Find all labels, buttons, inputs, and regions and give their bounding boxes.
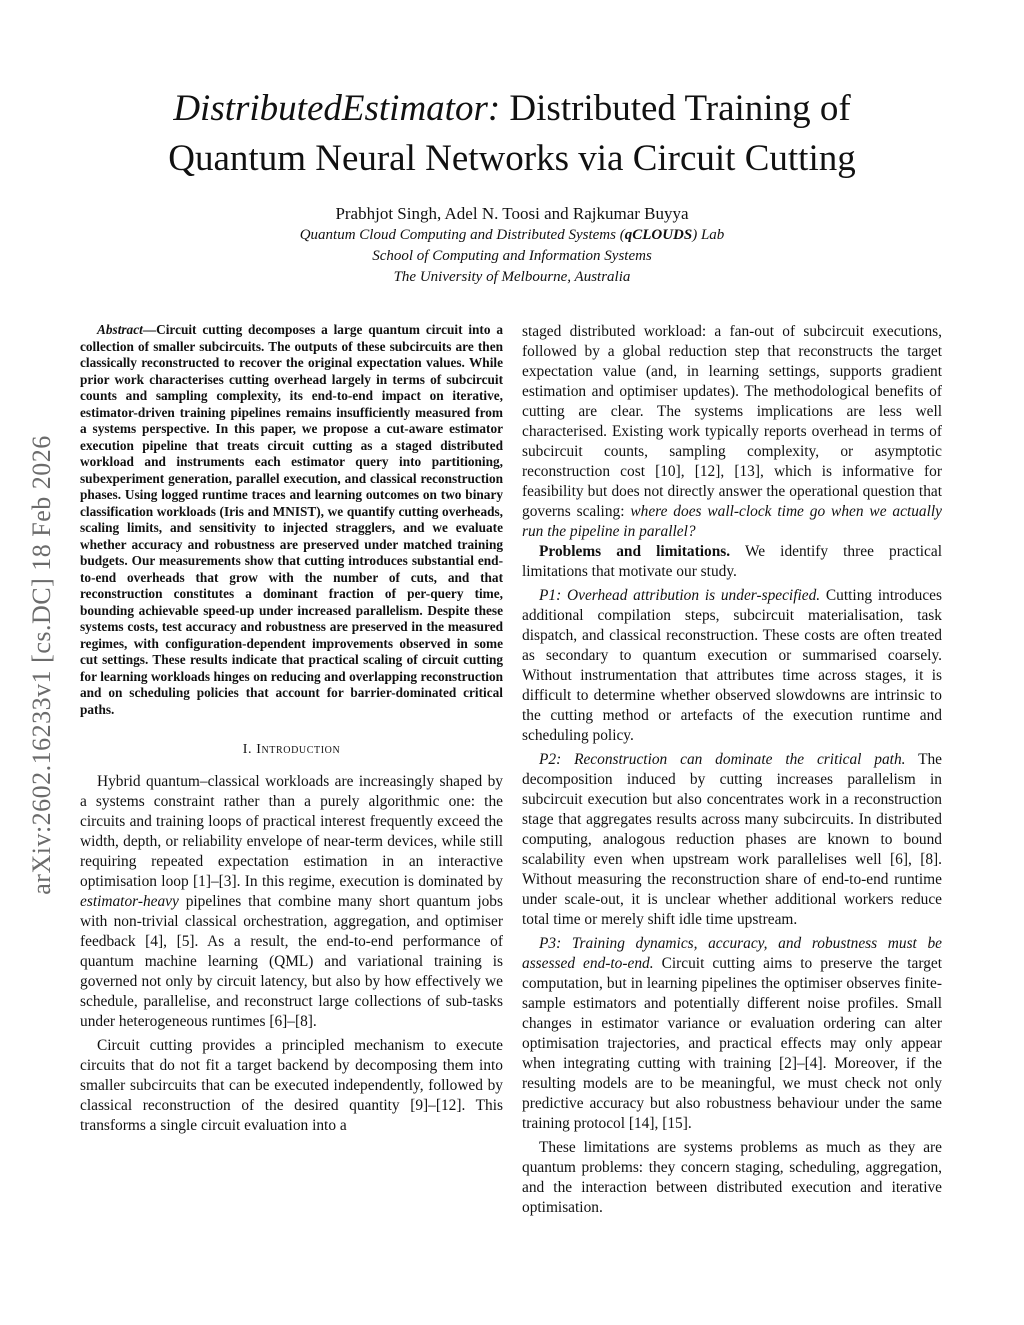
section-heading-introduction xyxy=(80,740,503,760)
problems-text: We identify three practical limitations that motivate our study. xyxy=(522,543,942,580)
intro-p1-a: Hybrid quantum–classical workloads are increasingly shaped by a systems constraint rather than a purely algorithmic one: the circuits and training loops of practical interest frequently exceed the width, depth, or reliability envelope of near-term devices, while still requiring repeated expectation estimation in an interactive optimisation loop [1]–[3]. In this regime, execution is dominated by xyxy=(80,773,503,890)
p3-label: P3: Training dynamics, accuracy, and robustness must be assessed end-to-end. xyxy=(522,935,942,972)
affiliation-lab-acronym: qCLOUDS xyxy=(624,227,693,243)
section-title: Introduction xyxy=(256,742,341,757)
title-line2: Quantum Neural Networks via Circuit Cutting xyxy=(168,138,856,179)
p1-text: Cutting introduces additional compilation steps, subcircuit materialisation, task dispatch, and classical reconstruction. These costs are often treated as secondary to quantum execution or summarised coarsely. Without instrumentation that attributes time across stages, it is difficult to determine whether observed slowdowns are intrinsic to the cutting method or artefacts of the execution runtime and scheduling policy. xyxy=(522,587,942,744)
intro-paragraph-2-continued xyxy=(522,322,942,542)
p1-label: P1: Overhead attribution is under-specified. xyxy=(539,587,821,604)
affiliation-university: The University of Melbourne, Australia xyxy=(393,269,631,285)
intro-p1-italic: estimator-heavy xyxy=(80,893,179,910)
p2-label: P2: Reconstruction can dominate the critical path. xyxy=(539,751,906,768)
right-p1-italic: where does wall-clock time go when we actually run the pipeline in parallel? xyxy=(522,503,942,540)
arxiv-identifier[interactable]: arXiv:2602.16233v1 [cs.DC] 18 Feb 2026 xyxy=(27,435,56,895)
limitations-summary-paragraph: These limitations are systems problems as much as they are quantum problems: they concern staging, scheduling, aggregation, and the interaction between distributed execution and iterative optimisation. xyxy=(522,1139,942,1216)
section-numeral: I. xyxy=(242,742,253,757)
problems-paragraph xyxy=(522,542,942,582)
title-line1-rest: Distributed Training of xyxy=(500,88,851,129)
abstract xyxy=(80,322,503,718)
p3-paragraph xyxy=(522,934,942,1134)
abstract-dash: — xyxy=(142,322,157,337)
affiliation-school: School of Computing and Information Systems xyxy=(372,248,652,264)
p3-text: Circuit cutting aims to preserve the target computation, but in learning pipelines the optimiser observes finite-sample estimators and potentially different noise profiles. Small changes in estimator variance or evaluation ordering can alter optimisation trajectories, and practical effects may only appear when integrating cutting with training [2]–[4]. Moreover, if the resulting models are to be meaningful, we must check not only predictive accuracy but also robustness behaviour under the same training protocol [14], [15]. xyxy=(522,955,942,1132)
author-list: Prabhjot Singh, Adel N. Toosi and Rajkumar Buyya xyxy=(335,204,689,223)
affiliation-lab-post: ) Lab xyxy=(692,227,725,243)
affiliation-lab xyxy=(100,225,924,245)
abstract-label: Abstract xyxy=(97,322,143,337)
title-italic-part: DistributedEstimator: xyxy=(173,88,501,129)
right-column xyxy=(522,322,942,1218)
intro-p1-b: pipelines that combine many short quantum jobs with non-trivial classical orchestration, aggregation, and optimiser feedback [4], [5]. As a result, the end-to-end performance of quantum machine learning (QML) and variational training is governed not only by circuit latency, but also by how effectively we schedule, parallelise, and reconstruct large collections of sub-tasks under heterogeneous runtimes [6]–[8]. xyxy=(80,893,503,1030)
intro-paragraph-2: Circuit cutting provides a principled mechanism to execute circuits that do not fit a target backend by decomposing them into smaller subcircuits that can be executed independently, followed by classical reconstruction of the desired quantity [9]–[12]. This transforms a single circuit evaluation into a xyxy=(80,1037,503,1134)
p1-paragraph xyxy=(522,586,942,746)
p2-paragraph xyxy=(522,750,942,930)
affiliation-lab-pre: Quantum Cloud Computing and Distributed Systems ( xyxy=(299,227,625,243)
p2-text: The decomposition induced by cutting increases parallelism in subcircuit execution but also concentrates work in a reconstruction stage that aggregates results across many subcircuits. In distributed computing, analogous reduction phases are known to bound scalability even when upstream work parallelises well [6], [8]. Without measuring the reconstruction share of end-to-end runtime under scale-out, it is unclear whether additional workers reduce total time or merely shift idle time upstream. xyxy=(522,751,943,928)
abstract-text: Circuit cutting decomposes a large quantum circuit into a collection of smaller subcircuits. The outputs of these subcircuits are then classically reconstructed to recover the original expectation values. While prior work characterises cutting overhead largely in terms of subcircuit counts and sampling complexity, its end-to-end impact on iterative, estimator-driven training pipelines remains insufficiently measured from a systems perspective. In this paper, we propose a cut-aware estimator execution pipeline that treats circuit cutting as a staged distributed workload and instruments each estimator query into partitioning, subexperiment generation, parallel execution, and classical reconstruction phases. Using logged runtime traces and learning outcomes on two binary classification workloads (Iris and MNIST), we quantify cutting overheads, scaling limits, and sensitivity to injected stragglers, and we evaluate whether accuracy and robustness are preserved under matched training budgets. Our measurements show that cutting introduces substantial end-to-end overheads that grow with the number of cuts, and that reconstruction constitutes a dominant fraction of per-query time, bounding achievable speed-up under increased parallelism. Despite these systems costs, test accuracy and robustness are preserved in the measured regimes, with configuration-dependent improvements observed in some cut settings. These results indicate that practical scaling of circuit cutting for learning workloads hinges on reducing and overlapping reconstruction and on scheduling policies that account for barrier-dominated critical paths. xyxy=(80,322,503,717)
left-column xyxy=(80,322,503,1136)
right-p1-a: staged distributed workload: a fan-out of subcircuit executions, followed by a global reduction step that reconstructs the target expectation value (and, in learning settings, supports gradient estimation and optimiser updates). The methodological benefits of cutting are clear. The systems implications are less well characterised. Existing work typically reports overhead in terms of subcircuit counts, sampling complexity, or asymptotic reconstruction cost [10], [12], [13], which is informative for feasibility but does not directly answer the operational question that governs scaling: xyxy=(522,323,942,520)
paper-title xyxy=(100,84,924,184)
problems-label: Problems and limitations. xyxy=(539,543,731,560)
intro-paragraph-1 xyxy=(80,772,503,1032)
